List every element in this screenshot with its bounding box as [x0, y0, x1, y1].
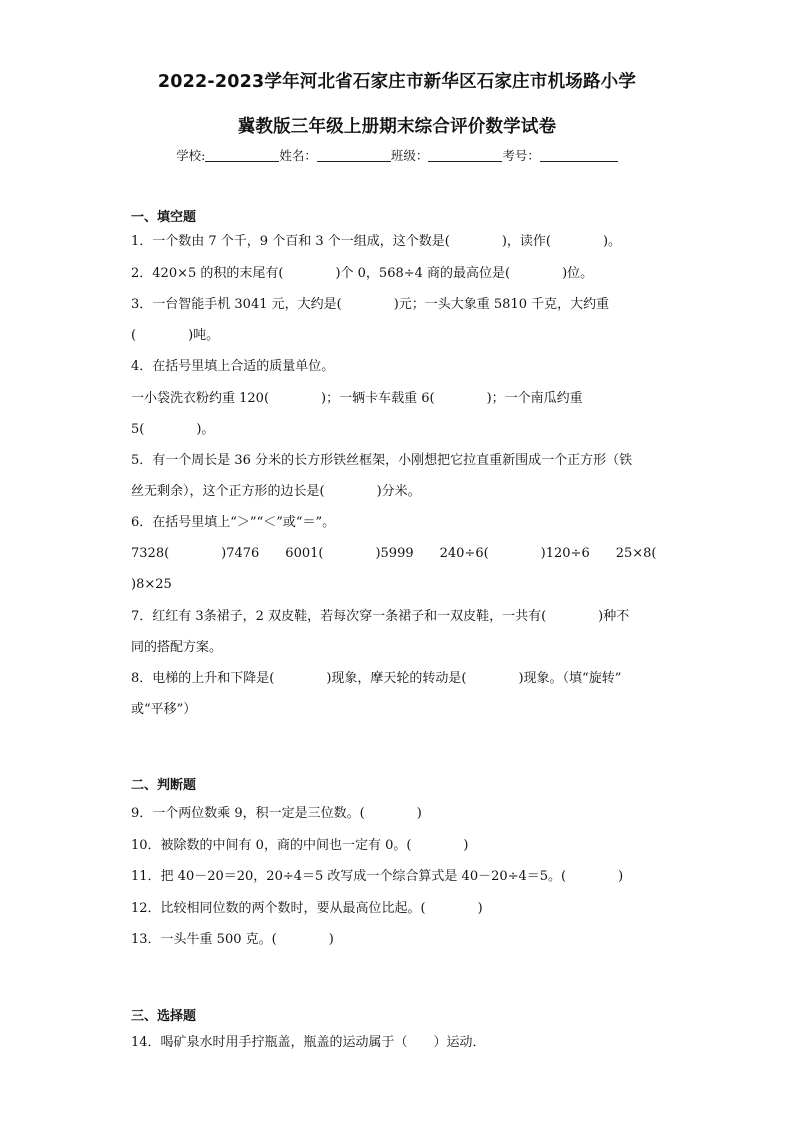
- question-line: 7328( )7476 6001( )5999 240÷6( )120÷6 25×8(: [131, 546, 657, 561]
- exam-number-blank[interactable]: [540, 147, 618, 162]
- name-blank[interactable]: [317, 147, 391, 162]
- question-line: 5．有一个周长是 36 分米的长方形铁丝框架，小刚想把它拉直重新围成一个正方形（铁: [131, 453, 633, 468]
- exam-number-label: 考号：: [502, 148, 540, 163]
- question-line: 4．在括号里填上合适的质量单位。: [131, 359, 335, 374]
- question-line: 11．把 40－20＝20，20÷4＝5 改写成一个综合算式是 40－20÷4＝5。( ): [131, 869, 624, 884]
- question-line: 13．一头牛重 500 克。( ): [131, 932, 334, 947]
- question-line: 2．420×5 的积的末尾有( )个 0，568÷4 商的最高位是( )位。: [131, 266, 594, 281]
- question-line: 12．比较相同位数的两个数时，要从最高位比起。( ): [131, 901, 483, 916]
- section-heading-choice: 三、选择题: [131, 1009, 197, 1024]
- question-line: 1．一个数由 7 个千，9 个百和 3 个一组成，这个数是( )，读作( )。: [131, 234, 622, 249]
- section-heading-fill: 一、填空题: [131, 210, 197, 225]
- question-line: 9．一个两位数乘 9，积一定是三位数。( ): [131, 806, 422, 821]
- question-line: 3．一台智能手机 3041 元，大约是( )元；一头大象重 5810 千克，大约重: [131, 297, 610, 312]
- class-label: 班级：: [390, 148, 429, 163]
- question-line: )8×25: [131, 577, 172, 592]
- question-line: 同的搭配方案。: [131, 640, 223, 655]
- class-blank[interactable]: [428, 147, 502, 162]
- question-line: 5( )。: [131, 422, 215, 437]
- question-line: 8．电梯的上升和下降是( )现象，摩天轮的转动是( )现象。（填“旋转”: [131, 671, 622, 686]
- school-blank[interactable]: [205, 147, 279, 162]
- section-heading-judge: 二、判断题: [131, 778, 197, 793]
- exam-title-line2: 冀教版三年级上册期末综合评价数学试卷: [237, 117, 557, 137]
- name-label: 姓名：: [279, 148, 317, 163]
- student-info-row: [0, 146, 794, 164]
- exam-title-line1: 2022-2023学年河北省石家庄市新华区石家庄市机场路小学: [157, 72, 637, 92]
- question-line: 一小袋洗衣粉约重 120( )；一辆卡车载重 6( )；一个南瓜约重: [131, 391, 583, 406]
- question-line: 6．在括号里填上“＞”“＜”或“＝”。: [131, 515, 336, 530]
- question-line: 14．喝矿泉水时用手拧瓶盖，瓶盖的运动属于（ ）运动．: [131, 1035, 486, 1050]
- school-label: 学校:: [176, 148, 206, 163]
- question-line: 或“平移”）: [131, 702, 197, 717]
- question-line: 7．红红有 3条裙子，2 双皮鞋，若每次穿一条裙子和一双皮鞋，一共有( )种不: [131, 609, 630, 624]
- question-line: 10．被除数的中间有 0，商的中间也一定有 0。( ): [131, 838, 469, 853]
- question-line: ( )吨。: [131, 328, 220, 343]
- question-line: 丝无剩余），这个正方形的边长是( )分米。: [131, 484, 421, 499]
